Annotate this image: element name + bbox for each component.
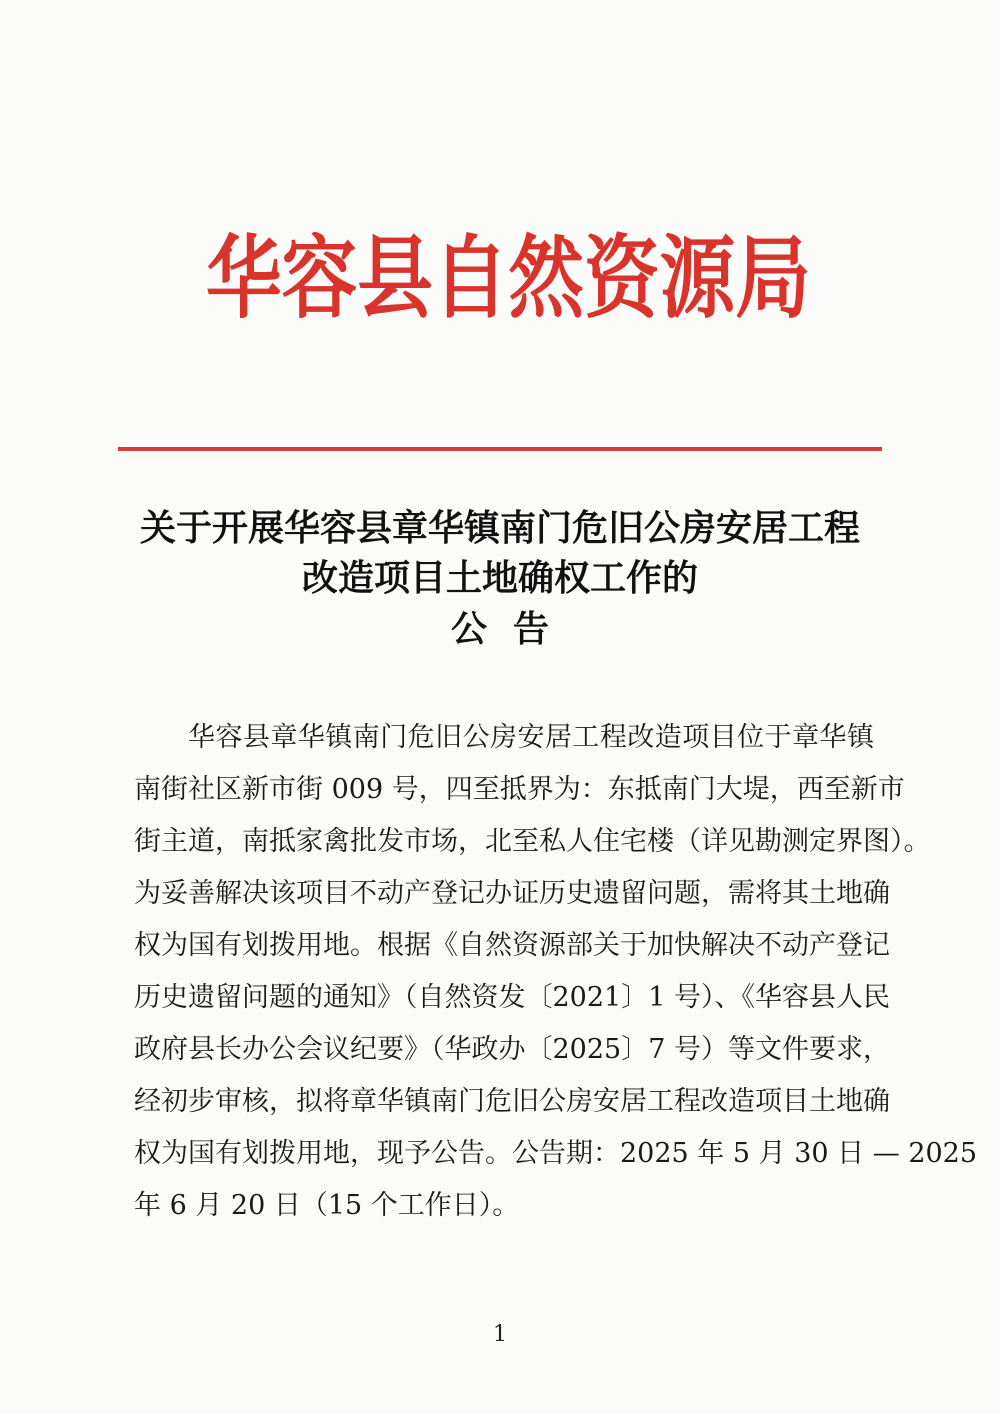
page-number: 1 [493,1322,507,1347]
agency-masthead: 华容县自然资源局 [206,225,811,331]
body-line: 为妥善解决该项目不动产登记办证历史遗留问题，需将其土地确 [134,878,890,909]
notice-body [134,712,978,1232]
body-line: 南街社区新市街 009 号，四至抵界为：东抵南门大堤，西至新市 [134,774,905,805]
body-line: 街主道，南抵家禽批发市场，北至私人住宅楼（详见勘测定界图）。 [134,826,931,857]
notice-title-line-3: 公告 [450,609,575,650]
notice-title-line-1: 关于开展华容县章华镇南门危旧公房安居工程 [139,508,860,549]
body-line: 年 6 月 20 日（15 个工作日）。 [134,1190,520,1221]
body-line: 经初步审核，拟将章华镇南门危旧公房安居工程改造项目土地确 [134,1086,890,1117]
masthead-divider [118,447,882,451]
body-line: 历史遗留问题的通知》（自然资发〔2021〕1 号）、《华容县人民 [134,982,890,1013]
notice-title-line-2: 改造项目土地确权工作的 [301,558,698,599]
body-line: 权为国有划拨用地，现予公告。公告期：2025 年 5 月 30 日 — 2025 [134,1138,978,1169]
body-line: 华容县章华镇南门危旧公房安居工程改造项目位于章华镇 [188,722,874,753]
body-line: 政府县长办公会议纪要》（华政办〔2025〕7 号）等文件要求， [134,1034,890,1065]
body-line: 权为国有划拨用地。根据《自然资源部关于加快解决不动产登记 [134,930,890,961]
